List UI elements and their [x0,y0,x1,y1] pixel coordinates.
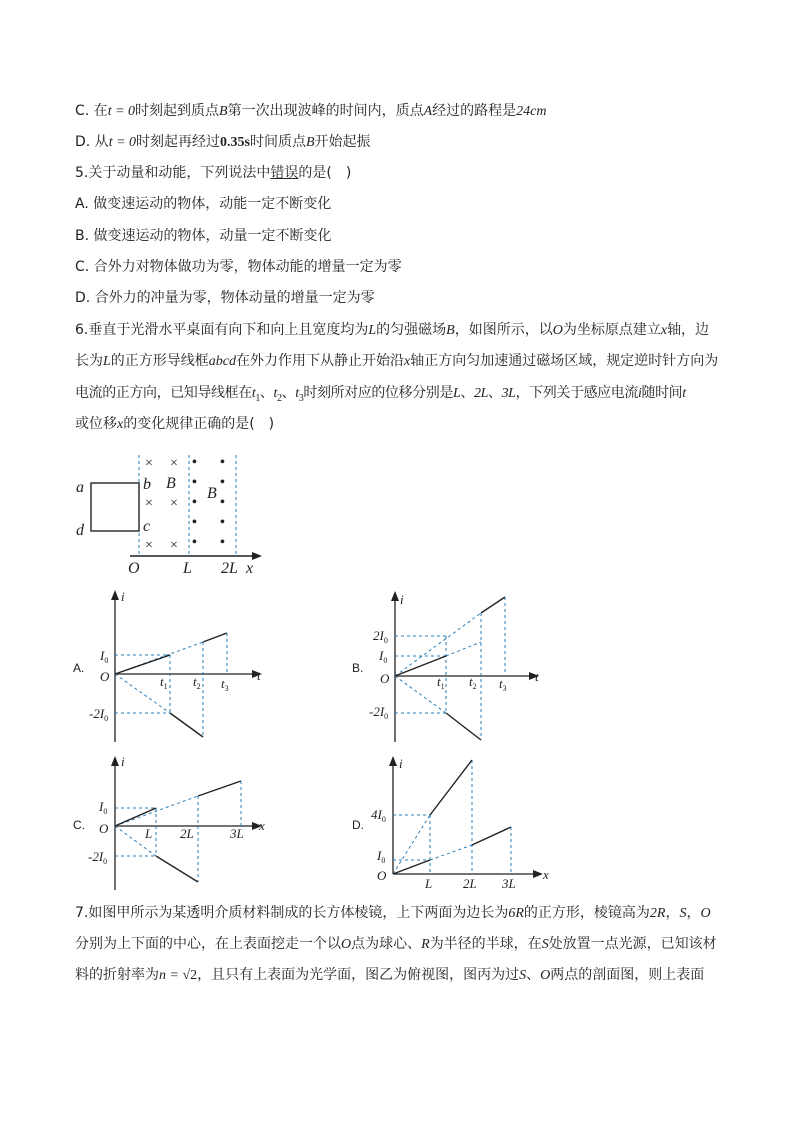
subscript: 2 [277,392,282,404]
text: 第一次出现波峰的时间内，质点 [227,103,424,119]
segment-1 [393,860,430,874]
cross: × [170,538,178,553]
math: 2L [473,386,488,401]
math: t = 0 [107,104,136,119]
option-label-b: B. [352,661,364,675]
text: ，如图所示，以 [454,322,553,338]
origin-label: O [99,821,109,836]
text: ， [665,905,680,921]
text: 的正方形导线框 [110,353,209,369]
x-label: x [543,867,549,882]
text: 处放置一点光源，已知该材 [548,936,717,952]
text: D. 从 [75,134,109,150]
math: B [219,104,228,119]
dot: • [220,535,225,550]
text: 、 [281,385,296,401]
dot: • [220,475,225,490]
text: ，下列关于感应电流 [515,385,638,401]
text: 时刻起再经过 [136,134,221,150]
text: 为半径的半球，在 [429,936,542,952]
math: t [295,386,299,401]
math: L [452,386,461,401]
math: t [273,386,278,401]
math: L [103,354,111,369]
x-axis-arrow [533,870,543,878]
x-label: t [535,669,539,684]
label-B-down: B [166,475,176,492]
text: 、 [487,385,502,401]
y-label: i [400,592,404,607]
text: 的变化规律正确的是( ) [123,416,275,432]
text: 长为 [75,353,103,369]
text: 时刻起到质点 [135,103,220,119]
cross: × [145,496,153,511]
math: t [682,386,686,401]
dot: • [192,495,197,510]
math: 2R [649,906,666,921]
text: 7.如图甲所示为某透明介质材料制成的长方体棱镜，上下两面为边长为 [75,905,509,921]
text: 6.垂直于光滑水平桌面有向下和向上且宽度均为 [75,322,369,338]
math: B [305,135,315,150]
segment-3 [472,827,511,845]
label-O: O [128,560,140,577]
tick-4I0: $4I_0$ [371,807,386,824]
text: 为坐标原点建立 [562,322,661,338]
text: 开始起振 [314,134,371,150]
tick-t1: $t_1$ [437,674,445,691]
q7-stem-line2 [75,934,717,955]
math: O [540,968,551,983]
q7-stem-line3 [75,965,704,986]
text: 或位移 [75,416,117,432]
q5-option-d: D. 合外力的冲量为零，物体动量的增量一定为零 [75,290,375,306]
math: x [404,354,411,369]
text: 电流的正方向，已知导线框在 [75,385,252,401]
math: x [660,323,668,338]
math: O [700,906,711,921]
tick-3L: 3L [502,876,516,891]
label-b: b [143,476,151,493]
math: t = 0 [108,135,137,150]
tick-I0: $I_0$ [377,848,386,865]
label-x: x [246,560,254,577]
tick-L: L [425,876,433,891]
math: 6R [508,906,524,921]
x-label: x [259,818,265,833]
subscript: 3 [298,392,304,404]
q5-option-b: B. 做变速运动的物体，动量一定不断变化 [75,228,332,244]
tick-minus-2I0: $-2I_0$ [88,849,108,866]
origin-label: O [380,671,390,686]
cross: × [145,538,153,553]
text: 、 [460,385,474,401]
text: 料的折射率为 [75,967,159,983]
tick-L: L [145,826,153,841]
tick-I0: $I_0$ [379,648,388,665]
math: S [519,968,527,983]
math: S [541,937,549,952]
underlined-text: 错误 [270,165,299,181]
dot: • [192,455,197,470]
tick-minus-2I0: $-2I_0$ [369,704,389,721]
q5-option-c: C. 合外力对物体做功为零，物体动能的增量一定为零 [75,259,402,275]
dot: • [220,495,225,510]
dot: • [220,515,225,530]
math: i [637,386,642,401]
text: 、 [259,385,274,401]
dot: • [192,535,197,550]
math: x [117,417,124,432]
math: B [446,323,455,338]
guide-lines [393,760,511,874]
tick-t3: $t_3$ [499,676,507,693]
text: 轴，边 [667,322,710,338]
cross: × [170,456,178,471]
math: √2 [182,968,198,983]
text: 时间质点 [249,134,306,150]
x-label: t [257,668,261,683]
text: ，且只有上表面为光学面，图乙为俯视图，图丙为过 [197,967,520,983]
cross: × [170,496,178,511]
math: abcd [208,354,237,369]
text: 时刻所对应的位移分别是 [303,385,453,401]
math: A [423,104,433,119]
text: 轴正方向匀加速通过磁场区域，规定逆时针方向为 [410,353,719,369]
tick-2L: 2L [463,876,477,891]
option-label-a: A. [73,661,85,675]
tick-t2: $t_2$ [469,674,477,691]
text: 5.关于动量和动能，下列说法中 [75,165,271,181]
q7-stem-line1 [75,903,711,924]
cross: × [145,456,153,471]
tick-I0: $I_0$ [99,799,108,816]
y-label: i [399,756,403,771]
math: S [679,906,687,921]
y-label: i [121,754,125,769]
math: L [368,323,377,338]
origin-label: O [100,669,110,684]
label-a: a [76,479,84,496]
math: n = [159,968,183,983]
origin-label: O [377,868,387,883]
text: 随时间 [641,385,683,401]
math: R [421,937,430,952]
label-2L: 2L [221,560,238,577]
text: 在外力作用下从静止开始沿 [236,353,405,369]
y-axis-arrow [389,756,397,766]
dot: • [192,475,197,490]
text: 点为球心、 [351,936,422,952]
text: 、 [526,967,541,983]
text: 的正方形，棱镜高为 [523,905,650,921]
subscript: 1 [255,392,260,404]
tick-t3: $t_3$ [221,676,229,693]
dot: • [192,515,197,530]
text: 的匀强磁场 [376,322,447,338]
tick-2L: 2L [180,826,194,841]
math: 3L [501,386,516,401]
segment-2 [430,760,472,815]
text: 的是( ) [298,165,352,181]
math: O [341,937,352,952]
label-c: c [143,518,151,535]
tick-3L: 3L [230,826,244,841]
text: 经过的路程是 [432,103,517,119]
tick-t2: $t_2$ [193,674,201,691]
q5-option-a: A. 做变速运动的物体，动能一定不断变化 [75,196,332,212]
text: C. 在 [75,103,108,119]
math: O [552,323,563,338]
y-label: i [121,589,125,604]
dot: • [220,455,225,470]
text: 两点的剖面图，则上表面 [550,967,705,983]
math: t [251,386,256,401]
tick-I0: $I_0$ [100,648,109,665]
tick-t1: $t_1$ [160,674,168,691]
label-B-up: B [207,485,217,502]
tick-2I0: $2I_0$ [373,628,388,645]
text: ， [686,905,701,921]
option-label-c: C. [73,818,85,832]
tick-minus-2I0: $-2I_0$ [89,706,109,723]
math: 24cm [516,104,547,119]
label-L: L [183,560,192,577]
option-label-d: D. [352,818,364,832]
text: 分别为上下面的中心，在上表面挖走一个以 [75,936,341,952]
label-d: d [76,522,84,539]
math: 0.35s [220,135,250,150]
